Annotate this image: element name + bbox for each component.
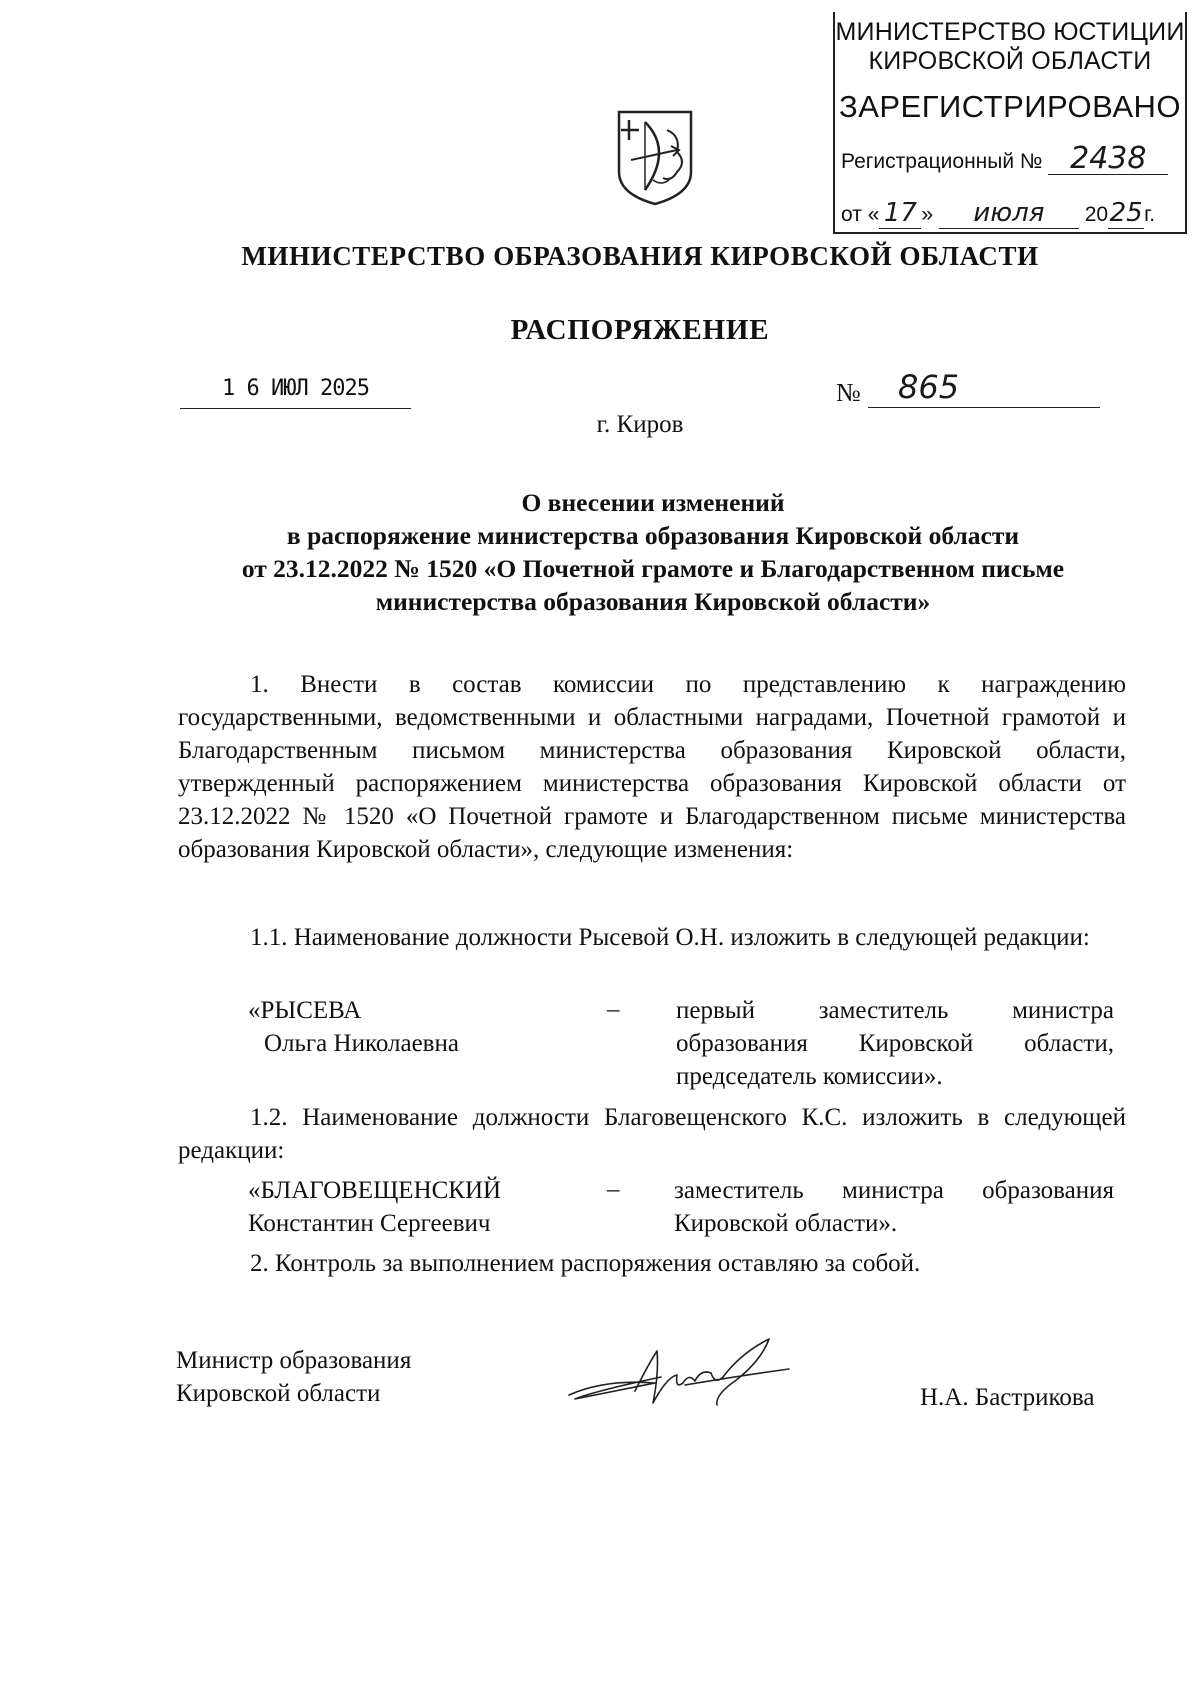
stamp-ministry-line2: КИРОВСКОЙ ОБЛАСТИ	[868, 47, 1152, 75]
entry2-surname: «БЛАГОВЕЩЕНСКИЙ	[248, 1177, 502, 1204]
stamp-date-day: 17	[879, 198, 921, 229]
stamp-reg-number	[841, 141, 1168, 176]
document-subject	[180, 486, 1126, 618]
stamp-status: ЗАРЕГИСТРИРОВАНО	[838, 89, 1181, 124]
entry1-dash: –	[607, 996, 620, 1023]
number-sign: №	[836, 378, 861, 407]
document-date: 1 6 ИЮЛ 2025	[180, 376, 411, 409]
entry2-dash: –	[607, 1176, 620, 1203]
signer-title-line-2: Кировской области	[176, 1380, 381, 1407]
document-type: РАСПОРЯЖЕНИЕ	[510, 314, 770, 346]
stamp-date-year-prefix: 20	[1084, 203, 1109, 226]
paragraph-1: 1. Внести в состав комиссии по представлению к награждению государственными, ведомственными и областными наградами, Почетной грамотой и Благодарственным письмом министерства образования Кировской области, утвержденный распоряжением министерства образования Кировской области от 23.12.2022 № 1520 «О Почетной грамоте и Благодарственном письме министерства образования Кировской области», следующие изменения:	[178, 671, 1126, 863]
entry1-position: первый заместитель министра образования Кировской области, председатель комиссии».	[676, 997, 1114, 1090]
stamp-reg-number-label: Регистрационный №	[841, 150, 1043, 173]
stamp-date-year-suffix: 25	[1109, 198, 1143, 228]
registration-stamp	[833, 12, 1187, 234]
stamp-date: от « 17 » июля 2025г.	[841, 198, 1156, 228]
stamp-date-prefix: от	[841, 203, 862, 226]
subject-line-4: министерства образования Кировской области»	[375, 587, 931, 616]
signer-title	[176, 1344, 411, 1410]
ministry-title: МИНИСТЕРСТВО ОБРАЗОВАНИЯ КИРОВСКОЙ ОБЛАСТИ	[241, 241, 1039, 271]
handwritten-signature	[565, 1333, 795, 1413]
coat-of-arms-icon	[615, 110, 695, 206]
subject-line-1: О внесении изменений	[521, 488, 785, 517]
entry1-name: Ольга Николаевна	[264, 1030, 459, 1057]
stamp-ministry	[835, 18, 1185, 76]
stamp-ministry-line1: МИНИСТЕРСТВО ЮСТИЦИИ	[835, 18, 1185, 46]
subject-line-3: от 23.12.2022 № 1520 «О Почетной грамоте и Благодарственном письме	[241, 554, 1065, 583]
paragraph-1-2: 1.2. Наименование должности Благовещенского К.С. изложить в следующей редакции:	[178, 1104, 1126, 1164]
signer-name: Н.А. Бастрикова	[920, 1384, 1095, 1411]
stamp-reg-number-value: 2438	[1048, 144, 1168, 175]
entry2-position: заместитель министра образования Кировской области».	[674, 1177, 1114, 1237]
paragraph-2: 2. Контроль за выполнением распоряжения оставляю за собой.	[250, 1250, 921, 1277]
document-number: 865	[868, 368, 1100, 408]
entry1-surname: «РЫСЕВА	[248, 997, 362, 1024]
stamp-date-month: июля	[939, 198, 1079, 229]
entry2-name: Константин Сергеевич	[248, 1210, 491, 1237]
signer-title-line-1: Министр образования	[176, 1347, 412, 1374]
document-city: г. Киров	[596, 411, 684, 438]
subject-line-2: в распоряжение министерства образования Кировской области	[286, 521, 1020, 550]
paragraph-1-1: 1.1. Наименование должности Рысевой О.Н. изложить в следующей редакции:	[250, 924, 1090, 951]
stamp-date-year-unit: г.	[1144, 203, 1156, 226]
